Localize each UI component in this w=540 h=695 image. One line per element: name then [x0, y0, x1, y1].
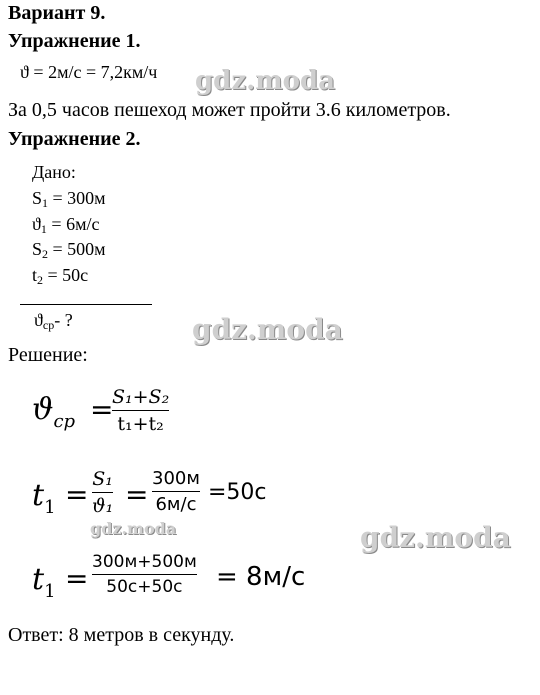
- given-divider: [20, 304, 152, 305]
- formula-3-fraction: 300м+500м 50с+50с: [92, 552, 197, 597]
- formula-2-fraction-1: S₁ ϑ₁: [92, 468, 114, 517]
- given-item: $ϑ_1 = 6м/с$: [32, 214, 100, 236]
- solution-label: Решение:: [8, 344, 88, 366]
- formula-3-lhs: $t_1$: [32, 562, 56, 602]
- formula-2-equals-2: =: [125, 478, 149, 511]
- formula-3-equals: =: [65, 562, 89, 595]
- watermark: gdz.moda: [192, 313, 343, 346]
- formula-1-fraction: S₁+S₂ t₁+t₂: [112, 386, 170, 435]
- watermark: gdz.moda: [360, 521, 511, 554]
- exercise-2-title: Упражнение 2.: [8, 128, 141, 150]
- find-item: $ϑ_{ср}-$ ?: [34, 310, 73, 332]
- exercise-1-text: За 0,5 часов пешеход может пройти 3.6 километров.: [8, 99, 451, 121]
- formula-2-lhs: $t_1$: [32, 478, 56, 518]
- given-item: $S_2 = 500м$: [32, 239, 106, 261]
- watermark: gdz.moda: [195, 66, 336, 96]
- watermark: gdz.moda: [90, 519, 177, 538]
- formula-3-result: = 8м/с: [216, 562, 306, 592]
- formula-2-fraction-2: 300м 6м/с: [152, 468, 200, 515]
- formula-2-result: =50с: [208, 480, 267, 505]
- answer-text: Ответ: 8 метров в секунду.: [8, 624, 235, 646]
- formula-2-equals: =: [65, 478, 89, 511]
- formula-1-equals: =: [90, 393, 114, 426]
- given-item: $S_1 = 300м$: [32, 188, 106, 210]
- variant-title: Вариант 9.: [8, 2, 106, 24]
- given-item: $t_2 = 50с$: [32, 265, 89, 287]
- exercise-1-formula: ϑ = 2м/с = 7,2км/ч: [20, 62, 158, 82]
- exercise-1-title: Упражнение 1.: [8, 30, 141, 52]
- formula-1-lhs: $ϑ_{cp}$: [32, 392, 76, 432]
- given-label: Дано:: [32, 162, 76, 182]
